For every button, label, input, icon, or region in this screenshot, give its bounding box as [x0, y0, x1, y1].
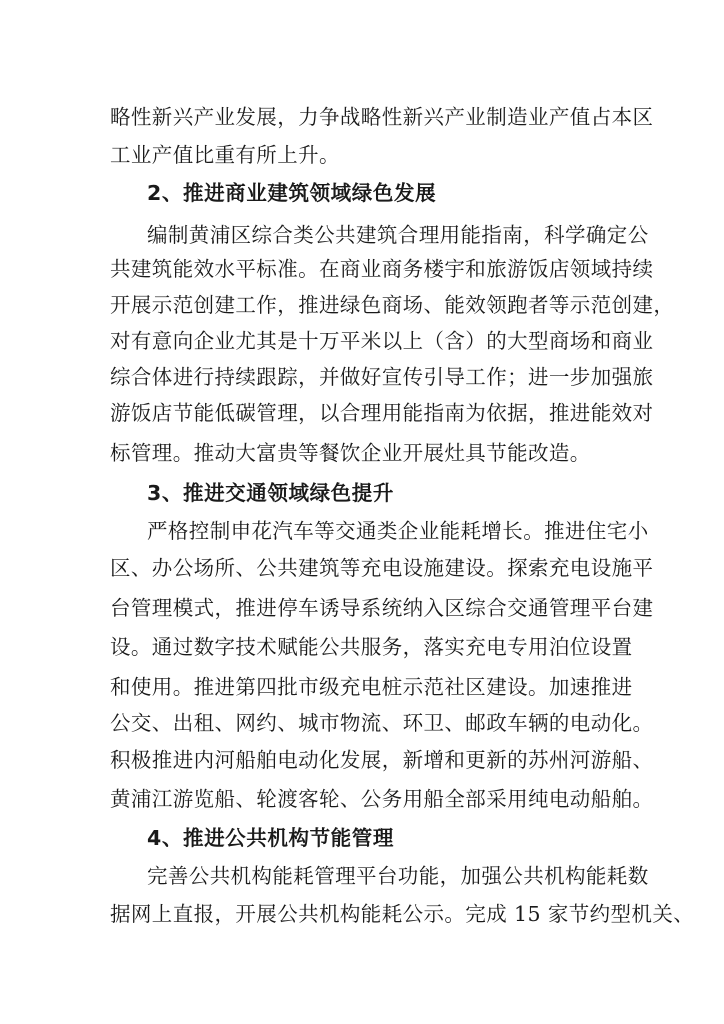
paragraph-line: 据网上直报，开展公共机构能耗公示。完成 15 家节约型机关、	[110, 902, 695, 926]
section-heading: 3、推进交通领域绿色提升	[147, 481, 394, 505]
paragraph-line: 设。通过数字技术赋能公共服务，落实充电专用泊位设置	[110, 635, 633, 659]
paragraph-line: 区、办公场所、公共建筑等充电设施建设。探索充电设施平	[110, 556, 654, 580]
section-heading: 4、推进公共机构节能管理	[147, 826, 394, 850]
paragraph-line: 共建筑能效水平标准。在商业商务楼宇和旅游饭店领域持续	[110, 257, 654, 281]
paragraph-line: 台管理模式，推进停车诱导系统纳入区综合交通管理平台建	[110, 596, 654, 620]
paragraph-line: 公交、出租、网约、城市物流、环卫、邮政车辆的电动化。	[110, 711, 654, 735]
paragraph-line: 略性新兴产业发展，力争战略性新兴产业制造业产值占本区	[110, 105, 654, 129]
paragraph-line: 综合体进行持续跟踪，并做好宣传引导工作；进一步加强旅	[110, 365, 654, 389]
paragraph-line: 开展示范创建工作，推进绿色商场、能效领跑者等示范创建，	[110, 293, 675, 317]
paragraph-line: 标管理。推动大富贵等餐饮企业开展灶具节能改造。	[110, 441, 591, 465]
paragraph-line: 完善公共机构能耗管理平台功能，加强公共机构能耗数	[147, 864, 649, 888]
paragraph-line: 对有意向企业尤其是十万平米以上（含）的大型商场和商业	[110, 329, 654, 353]
paragraph-line: 编制黄浦区综合类公共建筑合理用能指南，科学确定公	[147, 223, 649, 247]
paragraph-line: 积极推进内河船舶电动化发展，新增和更新的苏州河游船、	[110, 748, 654, 772]
paragraph-line: 工业产值比重有所上升。	[110, 143, 340, 167]
section-heading: 2、推进商业建筑领域绿色发展	[147, 181, 437, 205]
paragraph-line: 严格控制申花汽车等交通类企业能耗增长。推进住宅小	[147, 519, 649, 543]
paragraph-line: 黄浦江游览船、轮渡客轮、公务用船全部采用纯电动船舶。	[110, 787, 654, 811]
paragraph-line: 和使用。推进第四批市级充电桩示范社区建设。加速推进	[110, 675, 633, 699]
paragraph-line: 游饭店节能低碳管理，以合理用能指南为依据，推进能效对	[110, 401, 654, 425]
